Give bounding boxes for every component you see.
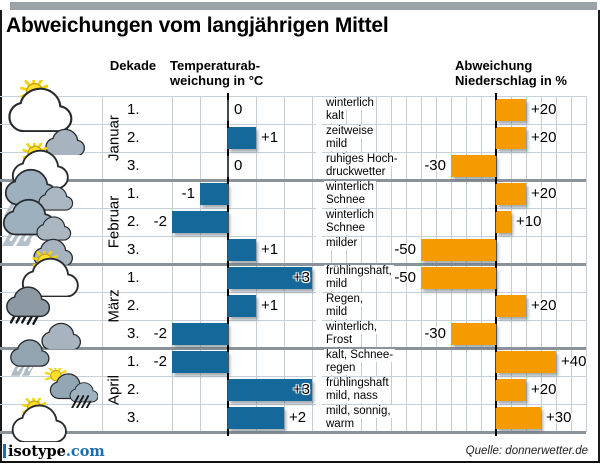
axis-tick (227, 149, 229, 156)
footer-rule (0, 461, 600, 463)
temp-bar (228, 407, 284, 429)
condition-line: frühlingshaft (326, 377, 389, 389)
precip-value-label: +10 (516, 213, 542, 230)
month-label-januar (102, 96, 126, 180)
precip-bar (451, 155, 496, 177)
temp-value-label: +1 (261, 129, 279, 146)
axis-tick (227, 177, 229, 184)
condition-line: druckwetter (326, 166, 386, 178)
dekade-label: 3. (127, 325, 140, 342)
sun-cloud-icon (8, 398, 70, 443)
dekade-label: 2. (127, 381, 140, 398)
brand-tld: .com (65, 443, 105, 460)
temp-bar (172, 351, 228, 373)
condition-line: winterlich (326, 209, 374, 221)
month-label-märz (102, 264, 126, 348)
precip-bar (421, 239, 496, 261)
header-dekade: Dekade (109, 58, 157, 73)
isotype-logo (3, 443, 105, 460)
header-temperature (170, 58, 263, 88)
condition-line: mild (326, 278, 348, 290)
axis-tick (495, 261, 497, 268)
axis-tick (495, 289, 497, 296)
temp-bar (228, 127, 256, 149)
dekade-label: 2. (127, 297, 140, 314)
temp-value-label: +1 (261, 241, 279, 258)
precip-bar (496, 211, 511, 233)
condition-line: winterlich (326, 181, 374, 193)
month-label-april (102, 348, 126, 432)
precip-bar (496, 379, 526, 401)
condition-label (324, 405, 393, 431)
condition-line: Regen, (326, 293, 364, 305)
page-title: Abweichungen vom langjährigen Mittel (6, 14, 389, 37)
gridline (586, 96, 587, 432)
condition-label (324, 153, 400, 179)
dekade-label: 1. (127, 353, 140, 370)
condition-label (324, 125, 375, 151)
temp-bar (200, 183, 228, 205)
axis-tick (227, 289, 229, 296)
axis-tick (495, 177, 497, 184)
temp-value-label: +1 (261, 297, 279, 314)
dekade-label: 3. (127, 409, 140, 426)
temp-value-label: +3 (292, 381, 310, 398)
precip-bar (496, 127, 526, 149)
dekade-label: 2. (127, 129, 140, 146)
precip-bar (421, 267, 496, 289)
temp-value-label: -1 (181, 185, 195, 202)
condition-label (324, 237, 359, 250)
precip-value-label: +20 (531, 129, 557, 146)
condition-line: zeitweise (326, 125, 374, 137)
precip-bar (496, 295, 526, 317)
temp-value-label: +2 (289, 409, 307, 426)
brand-name: isotype (8, 443, 66, 460)
condition-line: kalt, Schnee- (326, 349, 394, 361)
logo-bar-icon (3, 444, 6, 458)
axis-tick (227, 261, 229, 268)
axis-tick (227, 93, 229, 100)
precip-bar (496, 183, 526, 205)
axis-tick (495, 401, 497, 408)
temp-value-label: +3 (292, 269, 310, 286)
axis-tick (227, 429, 229, 436)
precip-bar (496, 351, 556, 373)
axis-tick (495, 121, 497, 128)
month-label-text: März (105, 289, 123, 323)
axis-tick (495, 345, 497, 352)
header-precipitation (455, 58, 567, 88)
condition-line: frühlingshaft, (326, 265, 392, 277)
header-precipitation-line1: Abweichung (455, 58, 533, 73)
precip-value-label: -50 (394, 269, 416, 286)
precip-value-label: +40 (561, 353, 587, 370)
axis-tick (227, 373, 229, 380)
header-temperature-line2: weichung in °C (170, 73, 264, 88)
condition-label (324, 377, 391, 403)
axis-tick (227, 401, 229, 408)
precip-value-label: -30 (424, 325, 446, 342)
temp-bar (172, 323, 228, 345)
axis-tick (495, 93, 497, 100)
condition-label (324, 293, 365, 319)
month-separator (0, 179, 586, 182)
month-separator (0, 347, 586, 350)
month-label-februar (102, 180, 126, 264)
axis-tick (227, 205, 229, 212)
condition-label (324, 265, 394, 291)
axis-tick (227, 233, 229, 240)
dekade-label: 1. (127, 101, 140, 118)
temp-bar (228, 295, 256, 317)
temp-value-label: -2 (153, 213, 167, 230)
axis-tick (495, 149, 497, 156)
chart-top-line (0, 96, 586, 97)
temp-bar (228, 239, 256, 261)
precip-value-label: +30 (546, 409, 572, 426)
row-divider (322, 236, 586, 237)
month-label-text: Januar (105, 115, 123, 161)
precip-bar (496, 407, 541, 429)
condition-line: ruhiges Hoch- (326, 153, 398, 165)
condition-label (324, 97, 376, 123)
condition-label (324, 321, 379, 347)
condition-line: kalt (326, 110, 344, 122)
condition-line: mild (326, 306, 348, 318)
axis-tick (495, 205, 497, 212)
precip-value-label: +20 (531, 381, 557, 398)
axis-tick (495, 317, 497, 324)
source-credit: Quelle: donnerwetter.de (465, 445, 588, 457)
temp-bar (172, 211, 228, 233)
temp-value-label: 0 (234, 157, 243, 174)
temp-value-label: -2 (153, 325, 167, 342)
condition-line: mild (326, 138, 348, 150)
condition-line: Schnee (326, 194, 366, 206)
dekade-label: 3. (127, 157, 140, 174)
month-label-text: April (105, 374, 123, 406)
axis-tick (227, 121, 229, 128)
temp-value-label: 0 (234, 101, 243, 118)
condition-line: Frost (326, 334, 353, 346)
dekade-label: 3. (127, 241, 140, 258)
header-temperature-line1: Temperaturab- (170, 58, 261, 73)
dekade-label: 1. (127, 185, 140, 202)
condition-label (324, 209, 376, 235)
precip-value-label: +20 (531, 101, 557, 118)
precip-bar (451, 323, 496, 345)
axis-tick (495, 429, 497, 436)
condition-line: winterlich, (326, 321, 378, 333)
condition-line: warm (326, 418, 355, 430)
precip-value-label: -50 (394, 241, 416, 258)
header-precipitation-line2: Niederschlag in % (455, 73, 567, 88)
precip-value-label: +20 (531, 185, 557, 202)
condition-line: milder (326, 237, 358, 249)
condition-line: winterlich (326, 97, 374, 109)
condition-line: mild, nass (326, 390, 378, 402)
axis-tick (495, 233, 497, 240)
condition-line: mild, sonnig, (326, 405, 391, 417)
precip-bar (496, 99, 526, 121)
condition-line: regen (326, 362, 356, 374)
dekade-label: 2. (127, 213, 140, 230)
top-band (10, 2, 597, 10)
condition-label (324, 349, 395, 375)
temp-value-label: -2 (153, 353, 167, 370)
dekade-label: 1. (127, 269, 140, 286)
precip-value-label: -30 (424, 157, 446, 174)
axis-tick (495, 373, 497, 380)
axis-tick (227, 345, 229, 352)
condition-label (324, 181, 376, 207)
axis-tick (227, 317, 229, 324)
precip-value-label: +20 (531, 297, 557, 314)
condition-line: Schnee (326, 222, 366, 234)
month-label-text: Februar (105, 195, 123, 249)
